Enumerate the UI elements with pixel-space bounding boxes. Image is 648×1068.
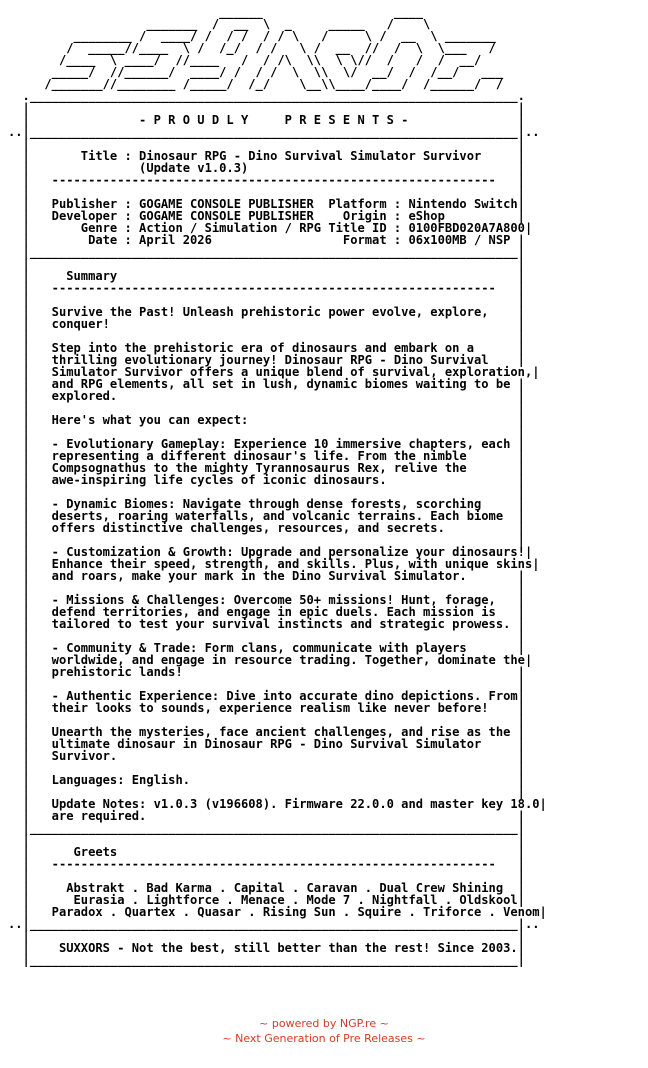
nfo-text <box>8 6 547 966</box>
powered-by-text: ~ powered by NGP.re ~ <box>259 1017 389 1030</box>
suxxors-ascii-logo: ______ ____ _______ / __ \ _ _____ / \ ________ / ____/ / / / / / \ / \ / __ \ _______ / _____//____ \ / /_/ / / \ / __ // / \ \___ / /____ \ ____/ //____ / / /\ \\ \ \// / / / __/ _____/ //______/ ____/ / / / \ \\ \/ __/ / /__/ ___ /_______//________ /_____/ /_/ \__\\____/____/ /______/ / <box>44 5 504 91</box>
next-generation-text: ~ Next Generation of Pre Releases ~ <box>222 1032 426 1045</box>
nfo-body: .___________________________________________________________________. | | | - P R O U D L Y P R E S E N T S - | ..|___________________________________________________________________|.. | | | Title : Dinosaur RPG - Dino Survival Simulator Survivor | | (Update v1.0.3) | | ------------------------------------------------------------- | | | | Publisher : GOGAME CONSOLE PUBLISHER Platform : Nintendo Switch| | Developer : GOGAME CONSOLE PUBLISHER Origin : eShop | | Genre : Action / Simulation / RPG Title ID : 0100FBD020A7A800| | Date : April 2026 Format : 06x100MB / NSP | |___________________________________________________________________| | | | Summary | | ------------------------------------------------------------- | | | | Survive the Past! Unleash prehistoric power evolve, explore, | | conquer! | | | | Step into the prehistoric era of dinosaurs and embark on a | | thrilling evolutionary journey! Dinosaur RPG - Dino Survival | | Simulator Survivor offers a unique blend of survival, exploration,| | and RPG elements, all set in lush, dynamic biomes waiting to be | | explored. | | | | Here's what you can expect: | | | | - Evolutionary Gameplay: Experience 10 immersive chapters, each | | representing a different dinosaur's life. From the nimble | | Compsognathus to the mighty Tyrannosaurus Rex, relive the | | awe-inspiring life cycles of iconic dinosaurs. | | | | - Dynamic Biomes: Navigate through dense forests, scorching | | deserts, roaring waterfalls, and volcanic terrains. Each biome | | offers distinctive challenges, resources, and secrets. | | | | - Customization & Growth: Upgrade and personalize your dinosaurs!| | Enhance their speed, strength, and skills. Plus, with unique skins| | and roars, make your mark in the Dino Survival Simulator. | | | | - Missions & Challenges: Overcome 50+ missions! Hunt, forage, | | defend territories, and engage in epic duels. Each mission is | | tailored to test your survival instincts and strategic prowess. | | | | - Community & Trade: Form clans, communicate with players | | worldwide, and engage in resource trading. Together, dominate the| | prehistoric lands! | | | | - Authentic Experience: Dive into accurate dino depictions. From| | their looks to sounds, experience realism like never before! | | | | Unearth the mysteries, face ancient challenges, and rise as the | | ultimate dinosaur in Dinosaur RPG - Dino Survival Simulator | | Survivor. | | | | Languages: English. | | | | Update Notes: v1.0.3 (v196608). Firmware 22.0.0 and master key 18.0| | are required. | |___________________________________________________________________| | | | Greets | | ------------------------------------------------------------- | | | | Abstrakt . Bad Karma . Capital . Caravan . Dual Crew Shining | | Eurasia . Lightforce . Menace . Mode 7 . Nightfall . Oldskool| | Paradox . Quartex . Quasar . Rising Sun . Squire . Triforce . Venom| ..|___________________________________________________________________|.. | | | SUXXORS - Not the best, still better than the rest! Since 2003.| |___________________________________________________________________| <box>8 89 547 967</box>
